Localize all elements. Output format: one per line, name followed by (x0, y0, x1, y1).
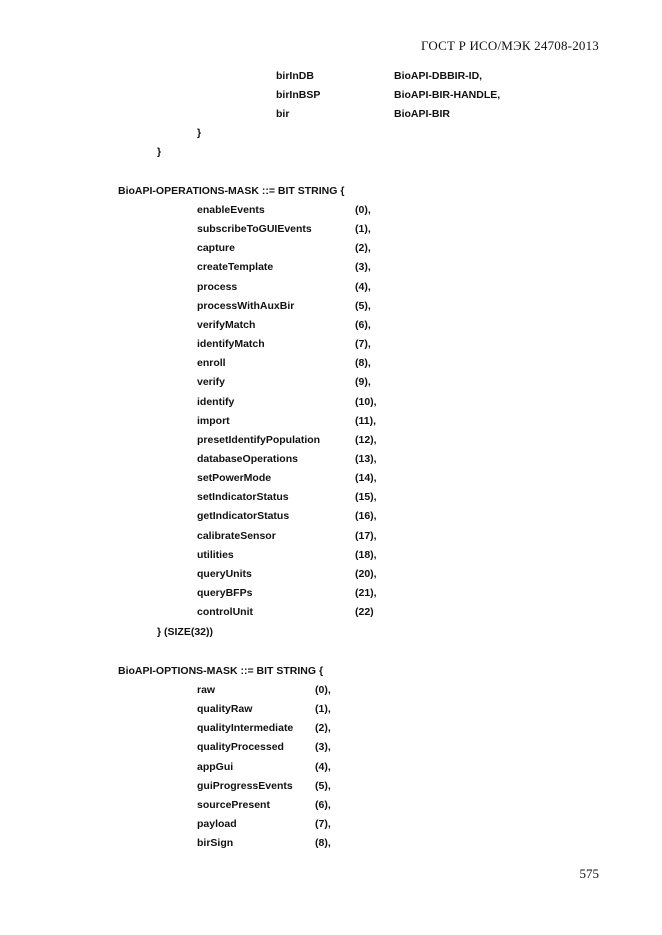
options-mask-declaration: BioAPI-OPTIONS-MASK ::= BIT STRING { (118, 665, 324, 677)
bit-number: (5), (355, 299, 371, 312)
bit-name: sourcePresent (197, 798, 270, 811)
bit-number: (16), (355, 510, 377, 523)
field-name: birInBSP (276, 89, 321, 101)
bit-name: guiProgressEvents (197, 779, 293, 792)
bit-name: payload (197, 818, 237, 831)
bit-number: (4), (355, 280, 371, 293)
bit-number: (15), (355, 491, 377, 504)
bit-number: (9), (355, 376, 371, 389)
bit-name: createTemplate (197, 261, 274, 274)
bit-number: (3), (315, 741, 331, 754)
operations-mask-declaration: BioAPI-OPERATIONS-MASK ::= BIT STRING { (118, 185, 345, 197)
bit-name: setIndicatorStatus (197, 491, 289, 504)
bit-number: (4), (315, 760, 331, 773)
bit-name: verifyMatch (197, 318, 256, 331)
field-type: BioAPI-BIR (394, 108, 450, 120)
bit-number: (6), (355, 318, 371, 331)
bit-name: enroll (197, 357, 226, 370)
bit-number: (0), (355, 204, 371, 216)
bit-number: (18), (355, 548, 377, 561)
bit-number: (7), (355, 338, 371, 351)
bit-name: processWithAuxBir (197, 299, 295, 312)
closing-brace: } (157, 146, 162, 158)
size-constraint: } (SIZE(32)) (157, 626, 214, 638)
bit-name: verify (197, 376, 226, 389)
bit-name: subscribeToGUIEvents (197, 223, 312, 236)
bit-name: controlUnit (197, 606, 253, 619)
bit-number: (21), (355, 587, 377, 599)
bit-name: enableEvents (197, 204, 265, 216)
bit-number: (2), (315, 722, 331, 735)
bit-number: (20), (355, 567, 377, 580)
bit-number: (17), (355, 529, 377, 542)
bit-name: capture (197, 242, 235, 255)
bit-name: getIndicatorStatus (197, 510, 290, 523)
document-header: ГОСТ Р ИСО/МЭК 24708-2013 (420, 38, 599, 53)
bit-number: (14), (355, 472, 377, 485)
bit-number: (0), (315, 684, 331, 696)
bit-name: identifyMatch (197, 338, 265, 351)
bit-number: (6), (315, 798, 331, 811)
field-type: BioAPI-DBBIR-ID, (394, 70, 483, 82)
bit-number: (5), (315, 779, 331, 792)
field-name: birInDB (276, 70, 314, 82)
bit-number: (13), (355, 452, 377, 465)
field-type: BioAPI-BIR-HANDLE, (394, 89, 501, 101)
bit-number: (1), (315, 703, 331, 716)
bit-name: calibrateSensor (197, 529, 276, 542)
bit-name: databaseOperations (197, 452, 298, 465)
bit-name: import (197, 414, 230, 427)
bit-number: (8), (315, 837, 331, 850)
bit-number: (12), (355, 433, 377, 446)
bit-name: identify (197, 395, 235, 408)
bit-number: (10), (355, 395, 377, 408)
bit-name: queryBFPs (197, 587, 253, 599)
bit-name: queryUnits (197, 567, 252, 580)
bit-number: (8), (355, 357, 371, 370)
field-name: bir (276, 108, 290, 120)
bit-number: (22) (355, 606, 374, 619)
bit-name: raw (197, 684, 216, 696)
bit-number: (1), (355, 223, 371, 236)
bit-number: (7), (315, 818, 331, 831)
bit-name: utilities (197, 548, 234, 561)
bit-name: qualityRaw (197, 703, 253, 716)
bit-name: process (197, 280, 238, 293)
bit-number: (2), (355, 242, 371, 255)
bit-name: setPowerMode (197, 472, 272, 485)
bit-number: (11), (355, 414, 377, 427)
bit-name: presetIdentifyPopulation (197, 433, 321, 446)
bit-name: qualityProcessed (197, 741, 284, 754)
bit-name: birSign (197, 837, 234, 850)
bit-number: (3), (355, 261, 371, 274)
closing-brace: } (197, 127, 202, 139)
bit-name: qualityIntermediate (197, 722, 294, 735)
page-number: 575 (579, 866, 599, 881)
bit-name: appGui (197, 760, 234, 773)
